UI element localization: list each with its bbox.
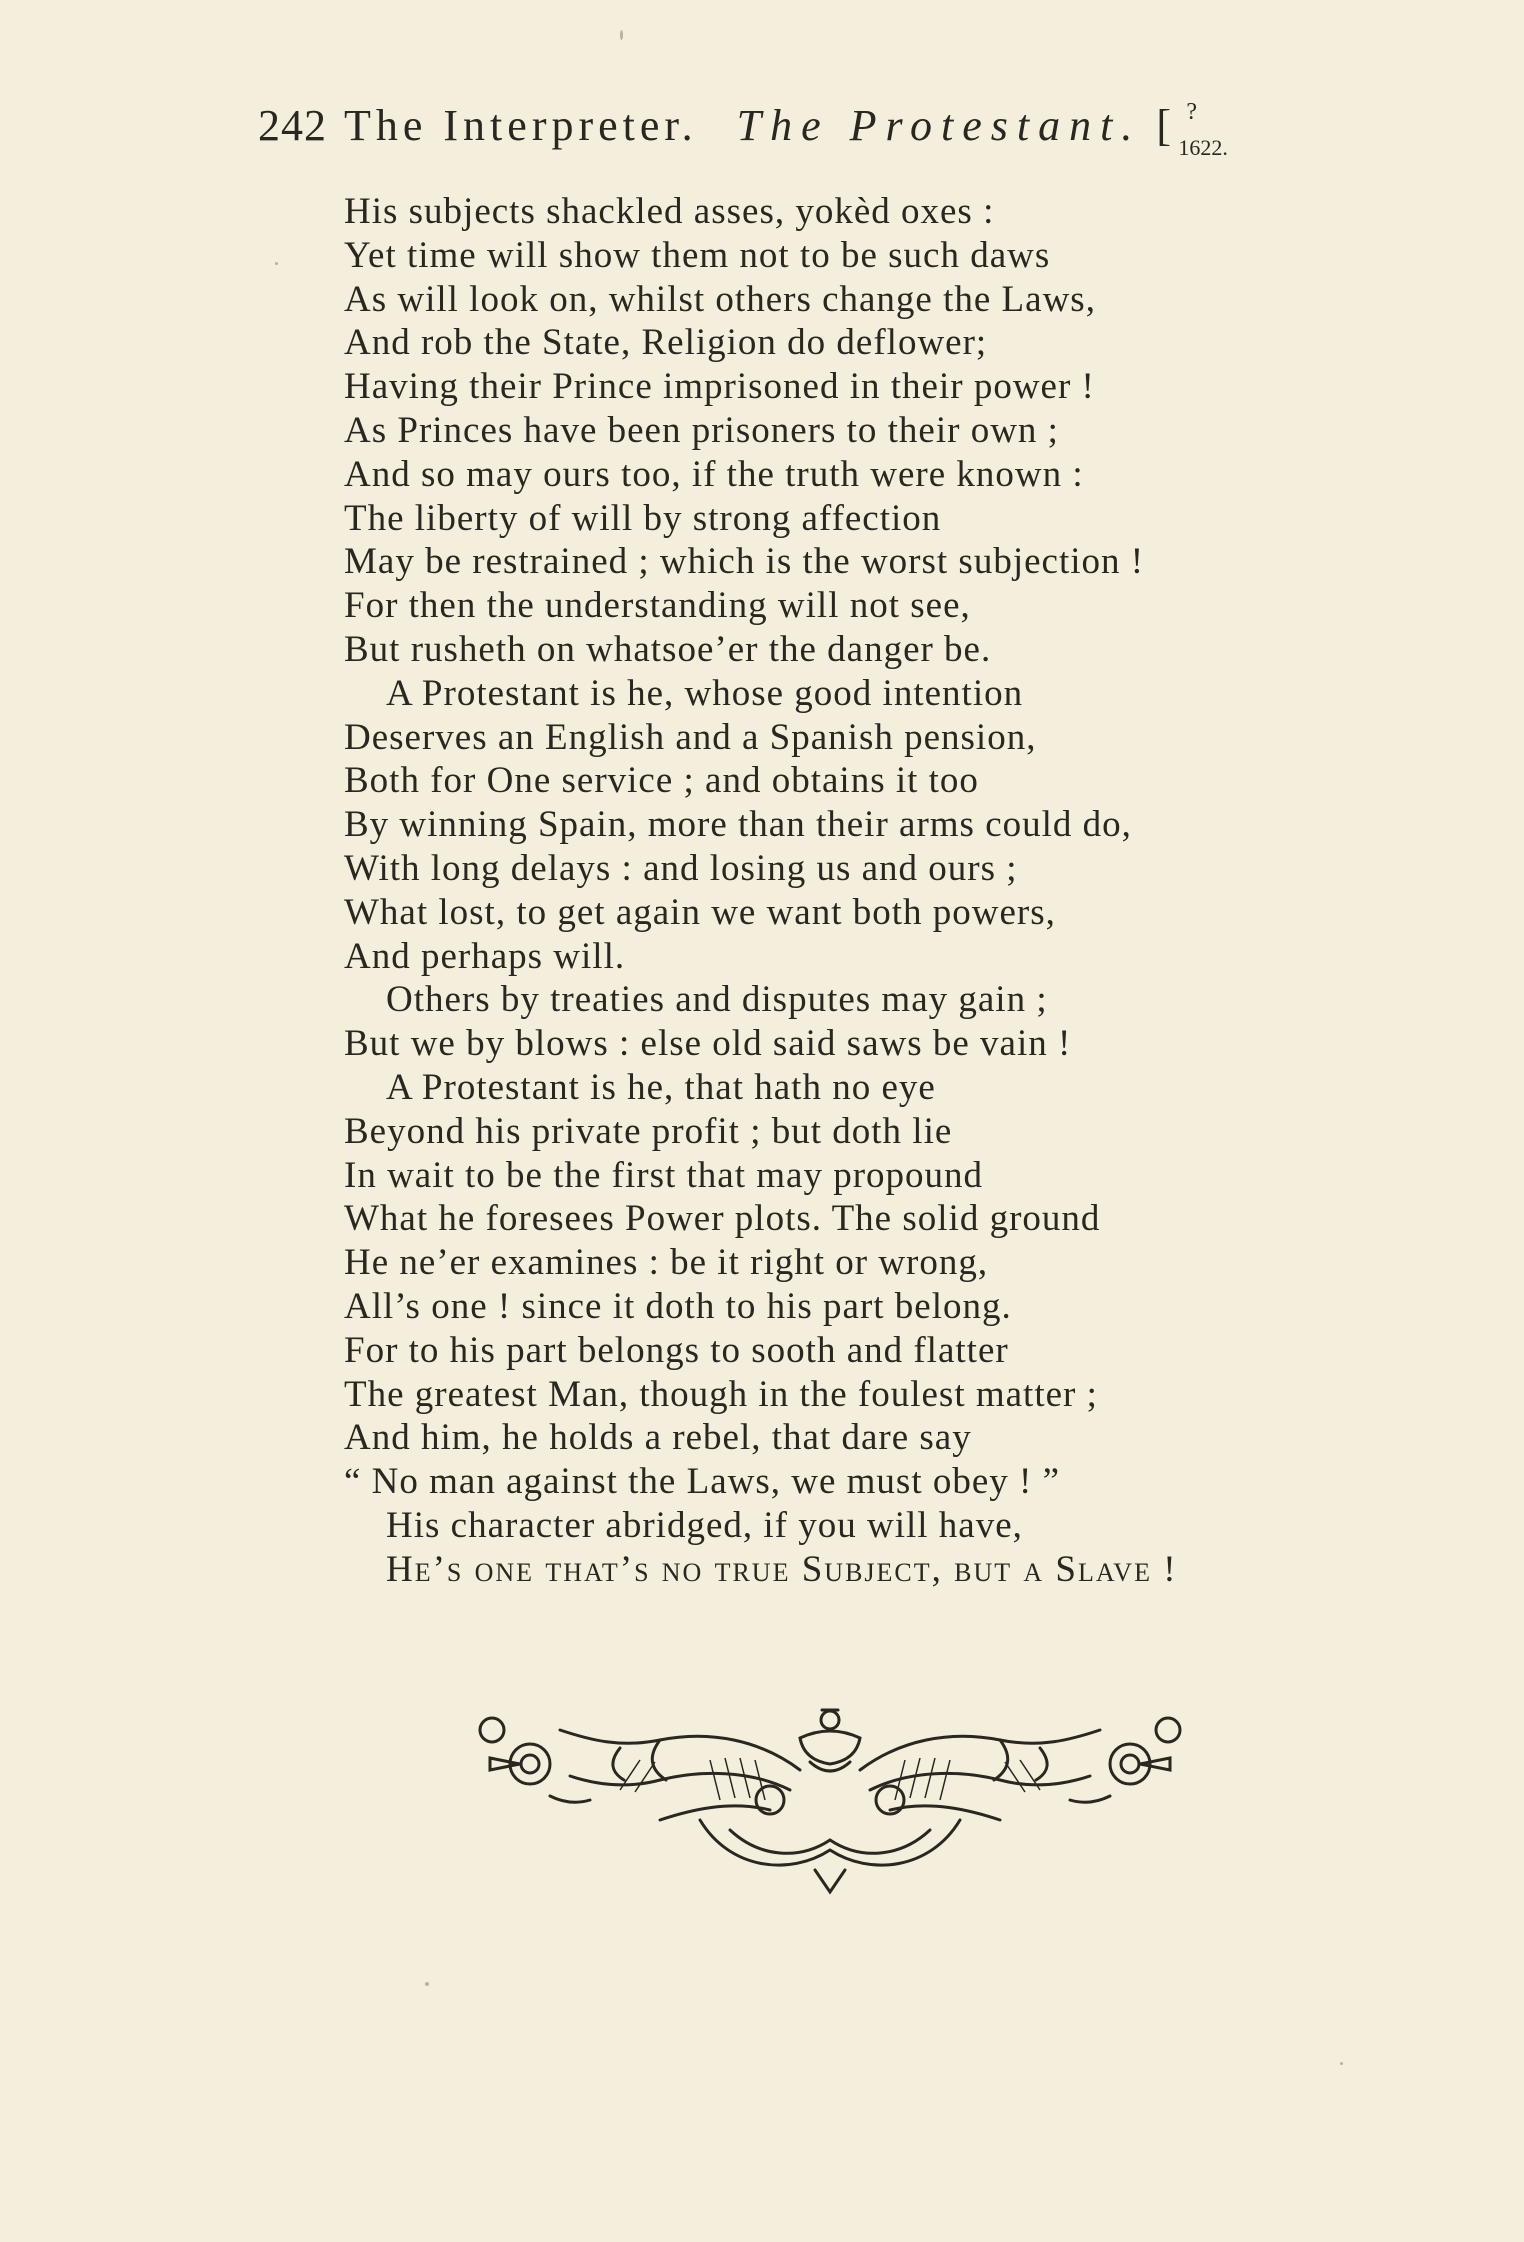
poem-line: The liberty of will by strong affection <box>344 497 942 539</box>
poem-line: But we by blows : else old said saws be vain ! <box>344 1023 1072 1065</box>
poem-line: The greatest Man, though in the foulest matter ; <box>344 1373 1098 1415</box>
poem-line: With long delays : and losing us and ours ; <box>344 847 1018 889</box>
poem-line: His character abridged, if you will have, <box>386 1504 1023 1546</box>
poem-line: All’s one ! since it doth to his part belong. <box>344 1285 1012 1327</box>
poem-line: For to his part belongs to sooth and flatter <box>344 1329 1009 1371</box>
poem-line: “ No man against the Laws, we must obey ! ” <box>344 1461 1061 1503</box>
paper-speck <box>1340 2062 1343 2065</box>
poem-line: Beyond his private profit ; but doth lie <box>344 1110 953 1152</box>
poem-line: For then the understanding will not see, <box>344 585 971 627</box>
page-number: 242 <box>258 101 327 150</box>
poem-line: As will look on, whilst others change the Laws, <box>344 278 1096 320</box>
poem-line: And him, he holds a rebel, that dare say <box>344 1417 972 1459</box>
poem-line: He ne’er examines : be it right or wrong, <box>344 1242 989 1284</box>
poem-line: And rob the State, Religion do deflower; <box>344 322 988 364</box>
poem-line: May be restrained ; which is the worst subjection ! <box>344 541 1145 583</box>
decorative-tailpiece-icon <box>470 1700 1190 1900</box>
poem-line: And so may ours too, if the truth were known : <box>344 453 1084 495</box>
poem-line: Deserves an English and a Spanish pension, <box>344 716 1037 758</box>
poem-line: By winning Spain, more than their arms could do, <box>344 804 1132 846</box>
poem-line: His subjects shackled asses, yokèd oxes : <box>344 191 995 232</box>
poem-line: Having their Prince imprisoned in their power ! <box>344 366 1095 408</box>
poem-line: Yet time will show them not to be such daws <box>344 234 1051 276</box>
running-title: The Interpreter. <box>344 101 698 150</box>
page-header <box>258 96 1438 160</box>
poem-line: What lost, to get again we want both powers, <box>344 891 1056 933</box>
date-year: 1622. <box>1178 135 1228 160</box>
paper-speck <box>425 1982 429 1986</box>
paper-speck <box>275 262 278 265</box>
poem-line: And perhaps will. <box>344 935 626 977</box>
poem-line: A Protestant is he, whose good intention <box>386 672 1024 714</box>
date-query: ? <box>1186 99 1197 125</box>
poem-line: What he foresees Power plots. The solid ground <box>344 1198 1101 1240</box>
poem-line: A Protestant is he, that hath no eye <box>386 1066 936 1108</box>
poem-line: Others by treaties and disputes may gain ; <box>386 979 1048 1021</box>
poem-line: But rusheth on whatsoe’er the danger be. <box>344 628 992 670</box>
poem-line: Both for One service ; and obtains it too <box>344 760 979 802</box>
poem-line: As Princes have been prisoners to their own ; <box>344 409 1059 451</box>
section-title: The Protestant. <box>736 101 1142 150</box>
poem-body <box>344 190 1504 1592</box>
date-bracket: [ ? 1622. <box>1156 96 1171 156</box>
poem-closing-line: He’s one that’s no true Subject, but a Slave ! <box>386 1548 1178 1590</box>
paper-speck <box>620 30 623 40</box>
poem-line: In wait to be the first that may propound <box>344 1154 984 1196</box>
